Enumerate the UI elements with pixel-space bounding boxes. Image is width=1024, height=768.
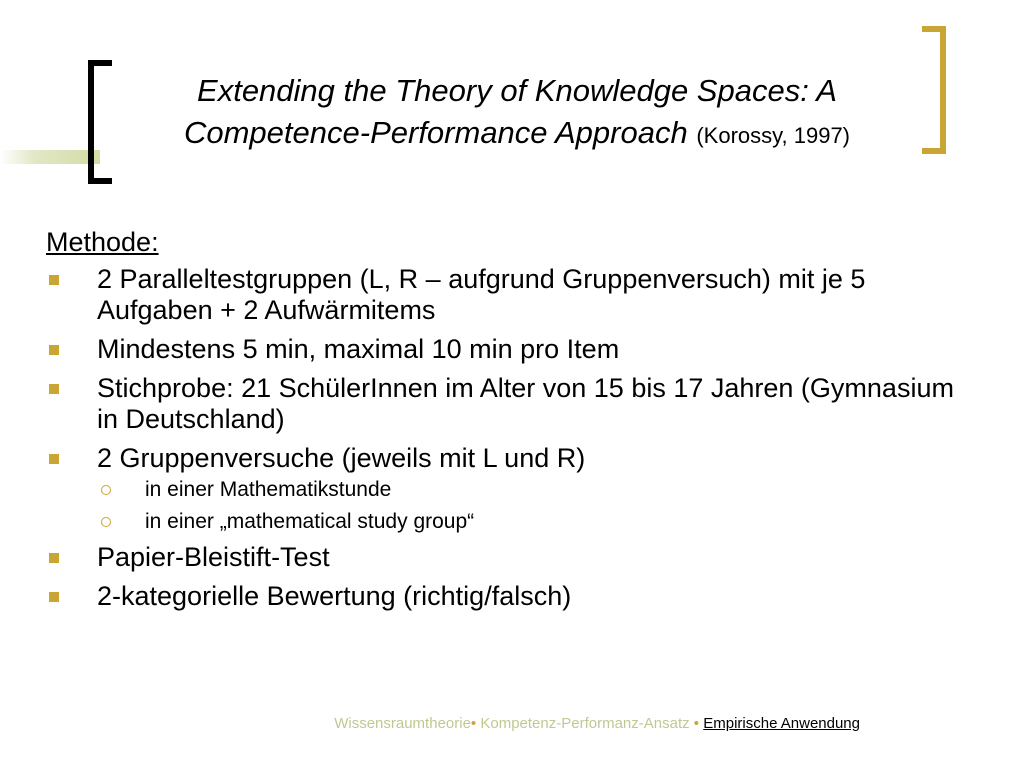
sub-list-item xyxy=(97,478,976,502)
footer-link-kompetenz-performanz[interactable]: Kompetenz-Performanz-Ansatz xyxy=(480,715,690,732)
slide-content xyxy=(46,226,976,620)
sub-bullet-list xyxy=(97,478,976,534)
list-item-text: 2-kategorielle Bewertung (richtig/falsch) xyxy=(97,581,572,611)
title-citation: (Korossy, 1997) xyxy=(696,123,850,148)
list-item xyxy=(46,373,976,435)
title-line-2 xyxy=(112,112,922,157)
list-item xyxy=(46,264,976,326)
square-bullet-icon xyxy=(49,275,59,285)
sub-list-item-text: in einer Mathematikstunde xyxy=(145,478,392,501)
bullet-list xyxy=(46,264,976,612)
circle-bullet-icon xyxy=(101,485,111,495)
footer-link-empirische-anwendung[interactable]: Empirische Anwendung xyxy=(703,715,860,732)
list-item xyxy=(46,581,976,612)
square-bullet-icon xyxy=(49,553,59,563)
square-bullet-icon xyxy=(49,454,59,464)
list-item-text: 2 Paralleltestgruppen (L, R – aufgrund Gruppenversuch) mit je 5 Aufgaben + 2 Aufwärmitems xyxy=(97,264,866,325)
sub-list-item-text: in einer „mathematical study group“ xyxy=(145,510,475,533)
list-item-text: Mindestens 5 min, maximal 10 min pro Item xyxy=(97,334,620,364)
circle-bullet-icon xyxy=(101,517,111,527)
list-item-text: 2 Gruppenversuche (jeweils mit L und R) xyxy=(97,443,586,473)
list-item xyxy=(46,542,976,573)
sub-list-item xyxy=(97,510,976,534)
decorative-band xyxy=(0,150,100,164)
list-item-text: Papier-Bleistift-Test xyxy=(97,542,330,572)
section-heading: Methode: xyxy=(46,227,159,257)
list-item-text: Stichprobe: 21 SchülerInnen im Alter von 15 bis 17 Jahren (Gymnasium in Deutschland) xyxy=(97,373,954,434)
square-bullet-icon xyxy=(49,345,59,355)
square-bullet-icon xyxy=(49,592,59,602)
slide-title xyxy=(112,70,922,157)
footer-separator: • xyxy=(470,715,477,732)
title-line-2-text: Competence-Performance Approach xyxy=(183,115,688,150)
left-bracket-decoration xyxy=(88,60,112,184)
list-item xyxy=(46,334,976,365)
footer-navigation xyxy=(334,714,860,734)
title-line-1: Extending the Theory of Knowledge Spaces: A xyxy=(197,73,837,108)
square-bullet-icon xyxy=(49,384,59,394)
list-item xyxy=(46,443,976,534)
footer-separator: • xyxy=(693,715,700,732)
right-bracket-decoration xyxy=(922,26,946,154)
footer-link-wissensraumtheorie[interactable]: Wissensraumtheorie xyxy=(334,715,471,732)
